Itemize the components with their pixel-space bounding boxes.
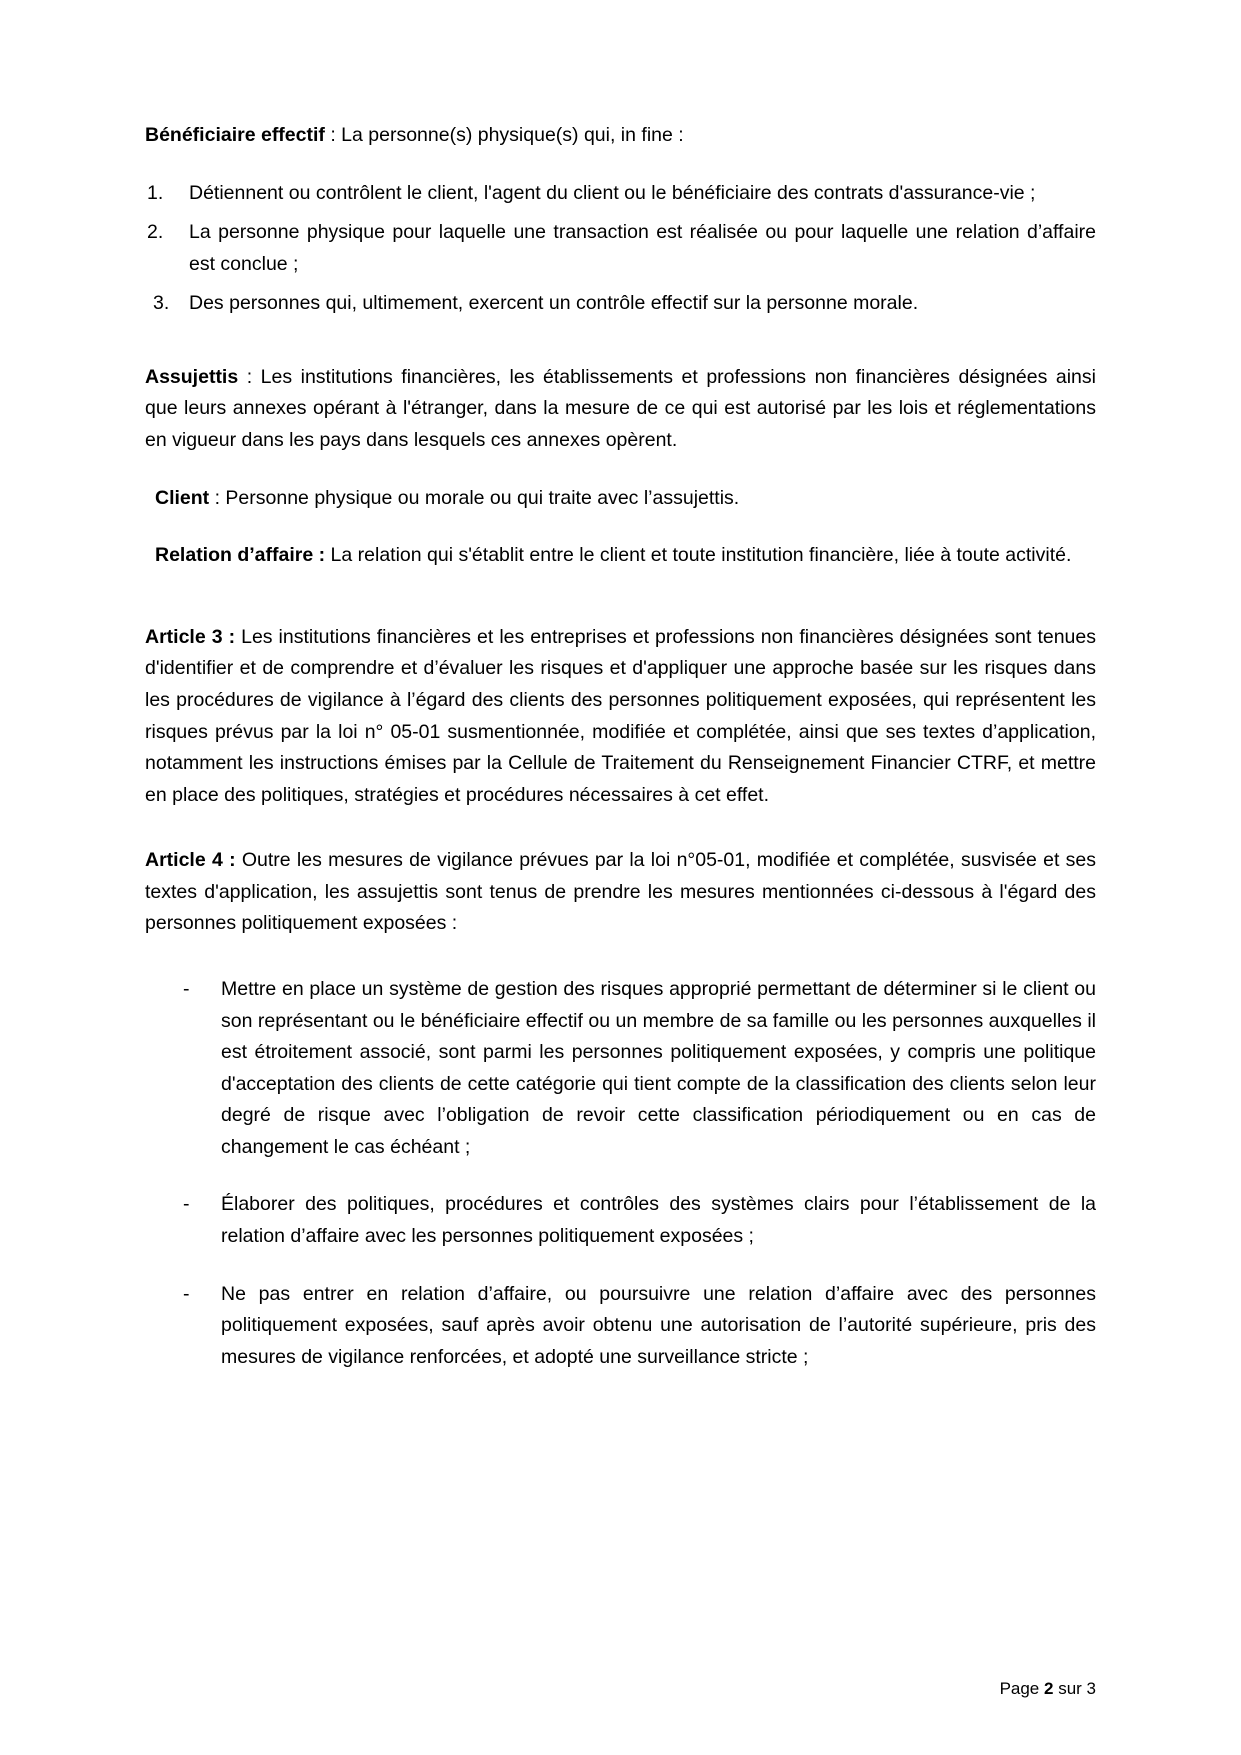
article-4-text: Outre les mesures de vigilance prévues par la loi n°05-01, modifiée et complétée, susvisée et ses textes d'application, les assujettis sont tenus de prendre les mesures mentionnées ci-dessous à l'égard des personnes politiquement exposées :: [145, 849, 1096, 935]
footer-prefix: Page: [999, 1679, 1044, 1698]
list-item-text: Détiennent ou contrôlent le client, l'agent du client ou le bénéficiaire des contrats d'assurance-vie ;: [189, 181, 1036, 204]
article-3: [145, 622, 1096, 811]
dash-marker: -: [183, 1193, 190, 1216]
list-item: [145, 178, 1096, 210]
list-item: [183, 1189, 1096, 1252]
dash-marker: -: [183, 977, 190, 1000]
list-item: [145, 217, 1096, 280]
footer-page-number: 2: [1044, 1679, 1054, 1698]
article-4-bullet-list: [145, 974, 1096, 1373]
definition-beneficiaire-effectif: [145, 120, 1096, 152]
definition-assujettis: [145, 362, 1096, 457]
list-item-text: Des personnes qui, ultimement, exercent un contrôle effectif sur la personne morale.: [189, 292, 919, 315]
list-item-text: Élaborer des politiques, procédures et contrôles des systèmes clairs pour l’établissement de la relation d’affaire avec les personnes politiquement exposées ;: [221, 1193, 1096, 1248]
article-3-text: Les institutions financières et les entreprises et professions non financières désignées sont tenues d'identifier et de comprendre et d’évaluer les risques et d'appliquer une approche basée sur les risques dans les procédures de vigilance à l’égard des clients des personnes politiquement exposées, qui représentent les risques prévus par la loi n° 05-01 susmentionnée, modifiée et complétée, ainsi que ses textes d’application, notamment les instructions émises par la Cellule de Traitement du Renseignement Financier CTRF, et mettre en place des politiques, stratégies et procédures nécessaires à cet effet.: [145, 625, 1096, 806]
list-marker: 2.: [147, 221, 164, 244]
document-body: [145, 120, 1096, 1373]
term-beneficiaire-effectif-lead: : La personne(s) physique(s) qui, in fine :: [324, 124, 684, 146]
definition-relation-affaire: [145, 540, 1096, 572]
term-assujettis: Assujettis: [145, 365, 239, 388]
article-3-label: Article 3 :: [145, 625, 236, 648]
term-assujettis-text: : Les institutions financières, les établissements et professions non financières désignées ainsi que leurs annexes opérant à l'étranger, dans la mesure de ce qui est autorisé par les lois et réglementations en vigueur dans les pays dans lesquels ces annexes opèrent.: [145, 365, 1096, 452]
term-client-text: : Personne physique ou morale ou qui traite avec l’assujettis.: [209, 486, 740, 509]
article-4: [145, 845, 1096, 940]
list-marker: 3.: [153, 292, 170, 315]
footer-suffix: sur 3: [1053, 1679, 1096, 1698]
term-relation-affaire-text: La relation qui s'établit entre le client et toute institution financière, liée à toute activité.: [325, 544, 1072, 567]
list-item-text: La personne physique pour laquelle une transaction est réalisée ou pour laquelle une relation d’affaire est conclue ;: [189, 221, 1096, 275]
term-client: Client: [155, 486, 210, 509]
term-beneficiaire-effectif: Bénéficiaire effectif: [145, 124, 325, 146]
list-item: [183, 1279, 1096, 1374]
list-marker: 1.: [147, 181, 164, 204]
term-relation-affaire: Relation d’affaire :: [155, 544, 326, 567]
article-4-label: Article 4 :: [145, 849, 236, 872]
definition-client: [145, 483, 1096, 515]
list-item: [183, 974, 1096, 1163]
list-item-text: Mettre en place un système de gestion des risques approprié permettant de déterminer si le client ou son représentant ou le bénéficiaire effectif ou un membre de sa famille ou les personnes auxquelles il est étroitement associé, sont parmi les personnes politiquement exposées, y compris une politique d'acceptation des clients de cette catégorie qui tient compte de la classification des clients selon leur degré de risque avec l’obligation de revoir cette classification périodiquement ou en cas de changement le cas échéant ;: [221, 977, 1096, 1158]
list-item: [145, 288, 1096, 320]
dash-marker: -: [183, 1282, 190, 1305]
beneficiaire-numbered-list: [145, 178, 1096, 320]
page-footer: [145, 1679, 1096, 1699]
list-item-text: Ne pas entrer en relation d’affaire, ou poursuivre une relation d’affaire avec des personnes politiquement exposées, sauf après avoir obtenu une autorisation de l’autorité supérieure, pris des mesures de vigilance renforcées, et adopté une surveillance stricte ;: [221, 1282, 1096, 1368]
